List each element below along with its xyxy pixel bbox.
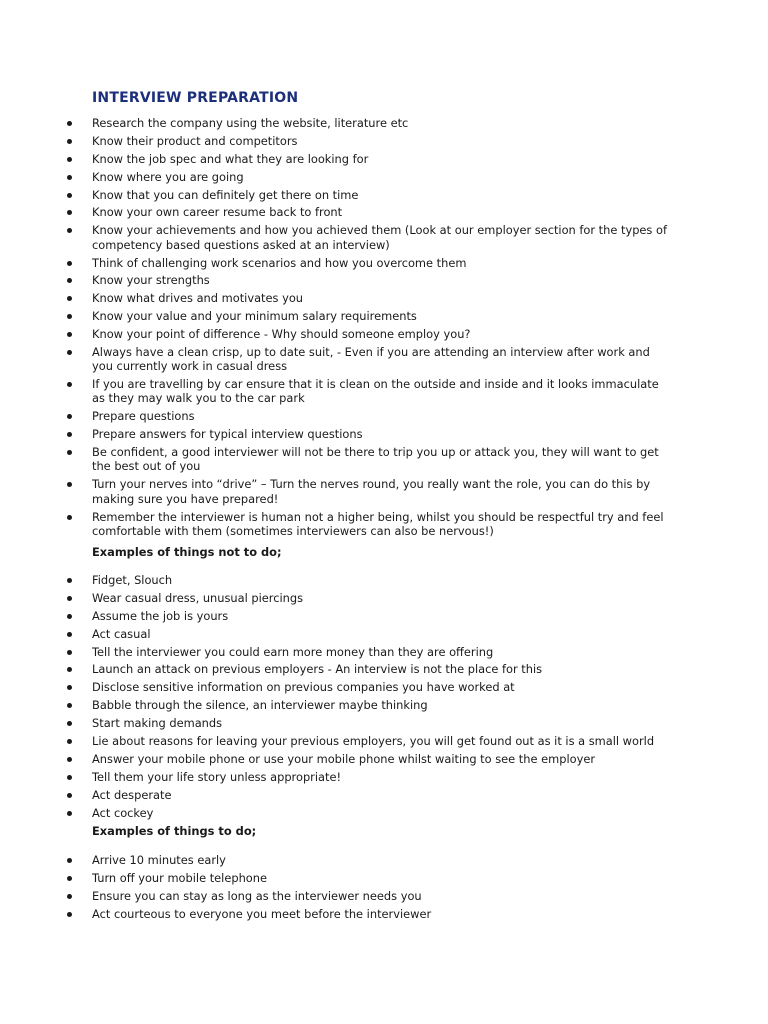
list-item [0, 698, 768, 712]
list-item-text: Ensure you can stay as long as the interviewer needs you [92, 888, 422, 903]
list-item [0, 734, 768, 748]
list-item [0, 573, 768, 587]
preparation-list [0, 116, 768, 538]
list-item [0, 477, 768, 506]
to-do-heading: Examples of things to do; [92, 824, 257, 838]
list-item-text: Prepare questions [92, 409, 195, 424]
to-do-section [0, 824, 768, 838]
list-item [0, 806, 768, 820]
bullet-icon [67, 667, 72, 672]
bullet-icon [67, 450, 72, 455]
list-item [0, 645, 768, 659]
bullet-icon [67, 121, 72, 126]
list-item-text: Tell them your life story unless appropriate! [92, 769, 342, 784]
bullet-icon [67, 632, 72, 637]
list-item [0, 170, 768, 184]
list-item [0, 788, 768, 802]
list-item [0, 345, 768, 374]
list-item-text: Act casual [92, 626, 151, 641]
list-item [0, 223, 768, 252]
list-item-text: Disclose sensitive information on previous companies you have worked at [92, 680, 515, 695]
bullet-icon [67, 350, 72, 355]
list-item-text: Be confident, a good interviewer will not be there to trip you up or attack you, they will want to get the best out of you [92, 445, 659, 474]
bullet-icon [67, 314, 72, 319]
list-item [0, 409, 768, 423]
list-item [0, 853, 768, 867]
list-item-text: Babble through the silence, an interviewer maybe thinking [92, 698, 428, 713]
preparation-section [0, 116, 768, 542]
not-to-do-section [0, 545, 768, 559]
bullet-icon [67, 261, 72, 266]
list-item [0, 680, 768, 694]
list-item [0, 377, 768, 406]
not-to-do-section-list [0, 573, 768, 823]
list-item [0, 273, 768, 287]
bullet-icon [67, 912, 72, 917]
list-item-text: Know your value and your minimum salary requirements [92, 309, 417, 324]
bullet-icon [67, 811, 72, 816]
bullet-icon [67, 157, 72, 162]
list-item [0, 662, 768, 676]
list-item [0, 889, 768, 903]
bullet-icon [67, 757, 72, 762]
bullet-icon [67, 296, 72, 301]
bullet-icon [67, 278, 72, 283]
list-item [0, 188, 768, 202]
list-item-text: Know your achievements and how you achieved them (Look at our employer section for the types of competency based questions asked at an interview) [92, 223, 667, 252]
list-item [0, 770, 768, 784]
bullet-icon [67, 332, 72, 337]
to-do-section-list [0, 853, 768, 925]
list-item-text: Know where you are going [92, 169, 244, 184]
list-item [0, 327, 768, 341]
bullet-icon [67, 515, 72, 520]
list-item [0, 134, 768, 148]
bullet-icon [67, 414, 72, 419]
bullet-icon [67, 703, 72, 708]
list-item-text: Remember the interviewer is human not a higher being, whilst you should be respectful try and feel comfortable with them (sometimes interviewers can also be nervous!) [92, 509, 664, 538]
bullet-icon [67, 650, 72, 655]
list-item [0, 871, 768, 885]
bullet-icon [67, 775, 72, 780]
bullet-icon [67, 739, 72, 744]
bullet-icon [67, 721, 72, 726]
bullet-icon [67, 596, 72, 601]
bullet-icon [67, 578, 72, 583]
list-item [0, 716, 768, 730]
list-item-text: Know the job spec and what they are looking for [92, 151, 369, 166]
list-item-text: Assume the job is yours [92, 608, 229, 623]
bullet-icon [67, 210, 72, 215]
bullet-icon [67, 175, 72, 180]
bullet-icon [67, 876, 72, 881]
list-item [0, 445, 768, 474]
list-item [0, 205, 768, 219]
list-item [0, 291, 768, 305]
list-item [0, 152, 768, 166]
bullet-icon [67, 793, 72, 798]
bullet-icon [67, 382, 72, 387]
list-item-text: Tell the interviewer you could earn more money than they are offering [92, 644, 494, 659]
list-item-text: Start making demands [92, 716, 223, 731]
list-item-text: Know your point of difference - Why should someone employ you? [92, 327, 471, 342]
list-item-text: Turn off your mobile telephone [92, 870, 267, 885]
list-item-text: Know your own career resume back to front [92, 205, 343, 220]
page-title: INTERVIEW PREPARATION [92, 90, 299, 106]
list-item-text: Always have a clean crisp, up to date suit, - Even if you are attending an interview after work and you currently work in casual dress [92, 344, 650, 374]
list-item-text: Fidget, Slouch [92, 573, 173, 587]
list-item-text: Arrive 10 minutes early [92, 853, 226, 867]
list-item-text: Answer your mobile phone or use your mobile phone whilst waiting to see the employer [92, 751, 596, 766]
list-item-text: Know that you can definitely get there on time [92, 187, 359, 202]
to-do-list [0, 853, 768, 921]
bullet-icon [67, 858, 72, 863]
list-item [0, 427, 768, 441]
list-item-text: Launch an attack on previous employers - An interview is not the place for this [92, 662, 543, 677]
list-item-text: Know your strengths [92, 273, 210, 288]
list-item-text: Lie about reasons for leaving your previous employers, you will get found out as it is a small world [92, 734, 655, 749]
list-item [0, 907, 768, 921]
bullet-icon [67, 228, 72, 233]
list-item-text: Wear casual dress, unusual piercings [92, 590, 304, 605]
list-item [0, 752, 768, 766]
bullet-icon [67, 685, 72, 690]
list-item-text: Know what drives and motivates you [92, 291, 304, 306]
bullet-icon [67, 894, 72, 899]
list-item [0, 510, 768, 539]
list-item-text: Think of challenging work scenarios and how you overcome them [92, 255, 467, 270]
list-item-text: Act cockey [92, 805, 154, 820]
list-item [0, 609, 768, 623]
bullet-icon [67, 139, 72, 144]
list-item-text: Act desperate [92, 787, 172, 802]
not-to-do-heading: Examples of things not to do; [92, 545, 282, 559]
list-item-text: Research the company using the website, literature etc [92, 116, 409, 130]
bullet-icon [67, 193, 72, 198]
list-item [0, 627, 768, 641]
list-item-text: Know their product and competitors [92, 133, 298, 148]
list-item [0, 116, 768, 130]
list-item-text: If you are travelling by car ensure that it is clean on the outside and inside and it looks immaculate as they may walk you to the car park [92, 377, 659, 406]
list-item-text: Prepare answers for typical interview questions [92, 427, 363, 442]
list-item [0, 309, 768, 323]
bullet-icon [67, 614, 72, 619]
list-item-text: Turn your nerves into “drive” – Turn the nerves round, you really want the role, you can do this by making sure you have prepared! [92, 477, 651, 506]
list-item [0, 591, 768, 605]
list-item [0, 256, 768, 270]
bullet-icon [67, 482, 72, 487]
bullet-icon [67, 432, 72, 437]
list-item-text: Act courteous to everyone you meet before the interviewer [92, 906, 432, 921]
not-to-do-list [0, 573, 768, 820]
